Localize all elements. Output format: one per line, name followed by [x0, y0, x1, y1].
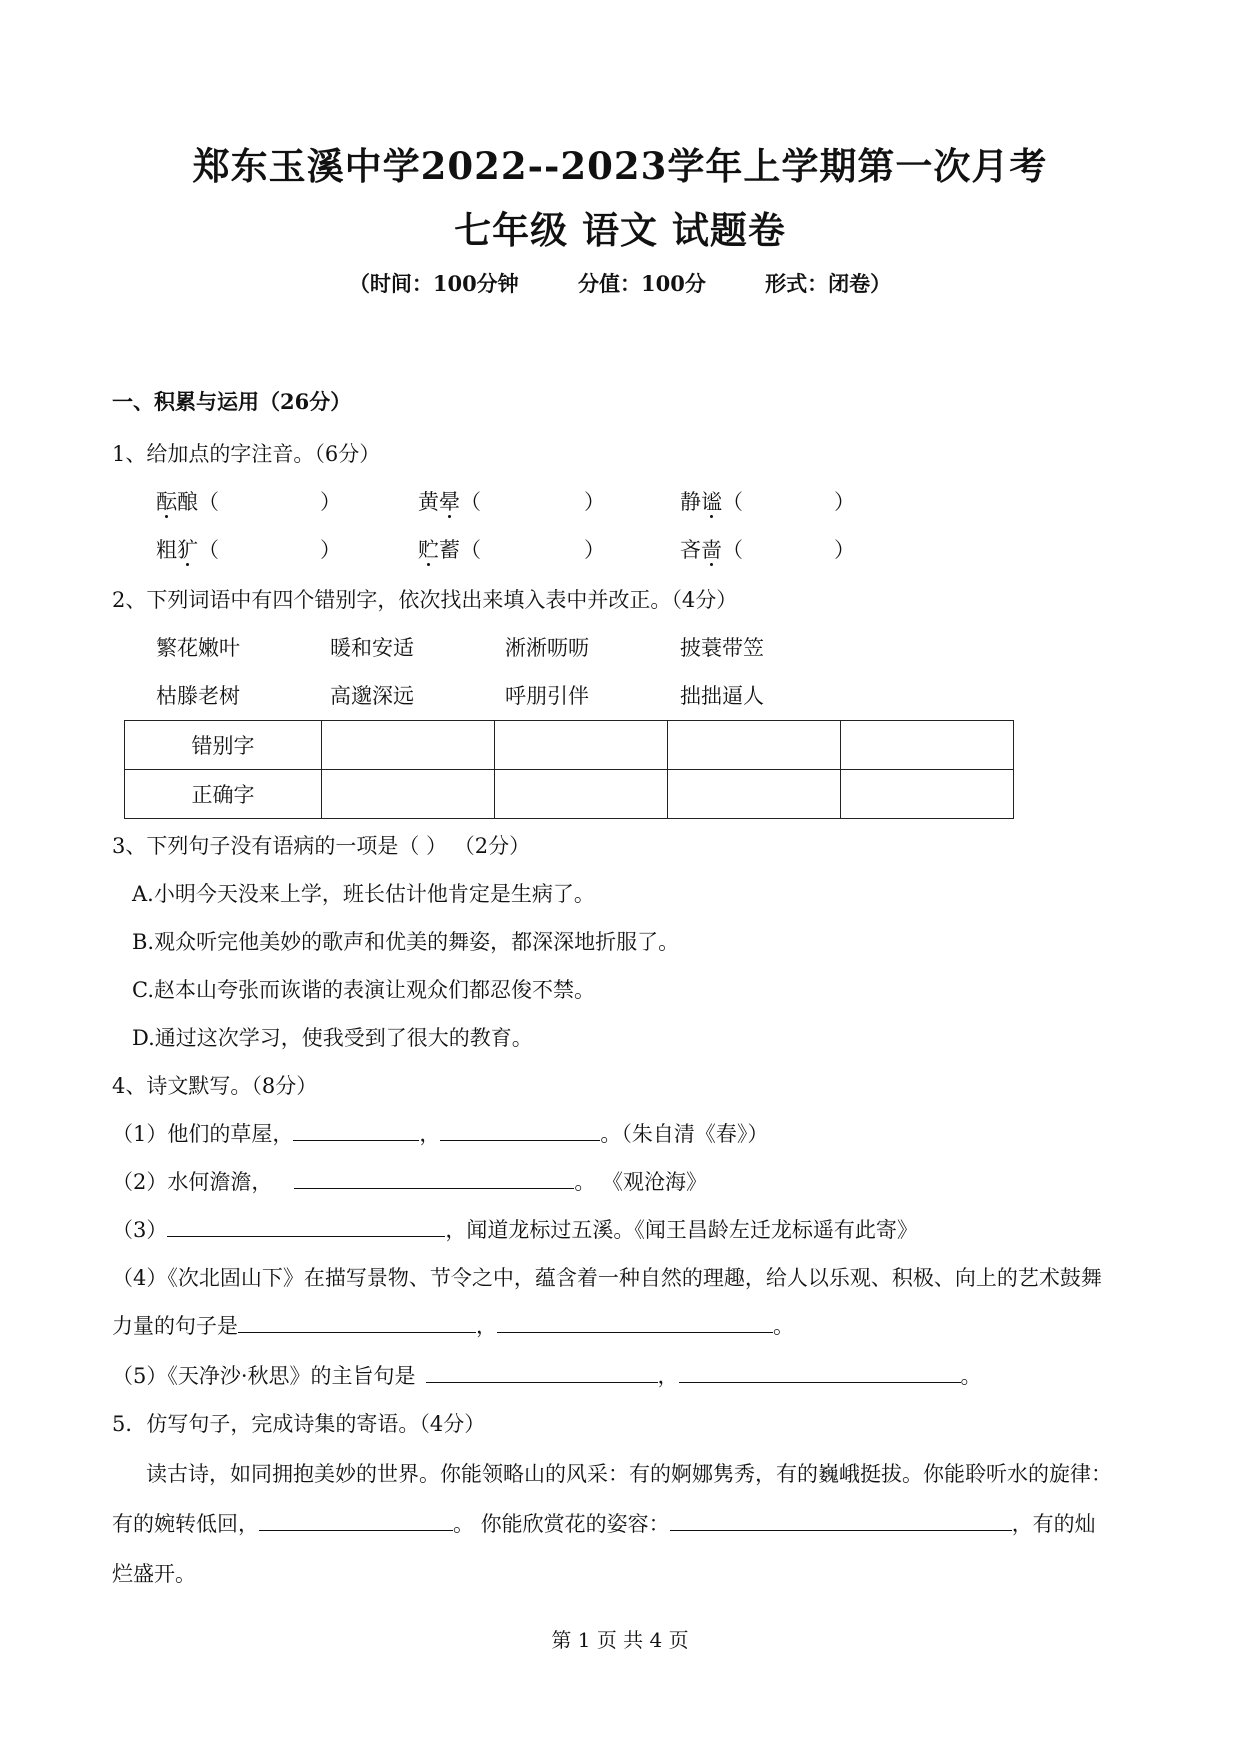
- dotted-char: 酝: [156, 490, 177, 514]
- section-heading: 一、积累与运用（26分）: [112, 389, 352, 414]
- q5-stem: 5．仿写句子，完成诗集的寄语。（4分）: [112, 1412, 486, 1436]
- q1-close: ）: [834, 490, 855, 514]
- answer-cell[interactable]: [841, 770, 1014, 819]
- q2-stem: 2、下列词语中有四个错别字，依次找出来填入表中并改正。（4分）: [112, 588, 738, 612]
- answer-cell[interactable]: [322, 721, 495, 770]
- q1-item: 黄晕（: [418, 490, 481, 514]
- answer-cell[interactable]: [322, 770, 495, 819]
- q1-close: ）: [834, 538, 855, 562]
- q4-line-1: （1）他们的草屋， ， 。（朱自清《春》）: [112, 1118, 768, 1148]
- q5-paragraph-line: 有的婉转低回， 。 你能欣赏花的姿容： ，有的灿: [112, 1508, 1096, 1538]
- q1-item: 粗犷（: [156, 538, 219, 562]
- q2-word: 拙拙逼人: [680, 684, 764, 708]
- q2-word: 披蓑带笠: [680, 636, 764, 660]
- q1-item: 酝酿（: [156, 490, 219, 514]
- exam-title: 郑东玉溪中学2022--2023学年上学期第一次月考: [192, 144, 1048, 188]
- q2-word: 暖和安适: [330, 636, 414, 660]
- table-row: [125, 770, 1014, 819]
- answer-cell[interactable]: [495, 721, 668, 770]
- q3-option: A.小明今天没来上学，班长估计他肯定是生病了。: [132, 882, 595, 906]
- answer-cell[interactable]: [668, 721, 841, 770]
- q2-word: 高邈深远: [330, 684, 414, 708]
- answer-blank[interactable]: [167, 1214, 445, 1237]
- exam-subtitle: 七年级 语文 试题卷: [454, 208, 786, 252]
- answer-blank[interactable]: [670, 1508, 1012, 1531]
- answer-blank[interactable]: [426, 1360, 658, 1383]
- answer-cell[interactable]: [668, 770, 841, 819]
- page-number: 第 1 页 共 4 页: [551, 1628, 689, 1652]
- dotted-char: 谧: [701, 490, 722, 514]
- q5-paragraph-line: 读古诗，如同拥抱美妙的世界。你能领略山的风采：有的婀娜隽秀，有的巍峨挺拔。你能聆听水的旋律：: [146, 1462, 1112, 1486]
- row-header: 正确字: [125, 770, 322, 819]
- q4-line-3: （3） ，闻道龙标过五溪。《闻王昌龄左迁龙标遥有此寄》: [112, 1214, 918, 1244]
- exam-form: 形式：闭卷）: [765, 271, 892, 296]
- dotted-char: 啬: [701, 538, 722, 562]
- q5-paragraph-line: 烂盛开。: [112, 1562, 196, 1586]
- exam-meta: [0, 268, 1240, 298]
- answer-blank[interactable]: [440, 1118, 600, 1141]
- q1-close: ）: [320, 538, 341, 562]
- q1-close: ）: [584, 490, 605, 514]
- q3-option: D.通过这次学习，使我受到了很大的教育。: [132, 1026, 533, 1050]
- answer-blank[interactable]: [294, 1166, 574, 1189]
- dotted-char: 犷: [177, 538, 198, 562]
- q2-word: 呼朋引伴: [505, 684, 589, 708]
- answer-blank[interactable]: [679, 1360, 961, 1383]
- dotted-char: 晕: [439, 490, 460, 514]
- q2-word: 繁花嫩叶: [156, 636, 240, 660]
- answer-blank[interactable]: [238, 1310, 476, 1333]
- correction-table: [124, 720, 1014, 819]
- q2-word: 淅淅呖呖: [505, 636, 589, 660]
- q3-stem: 3、下列句子没有语病的一项是（ ） （2分）: [112, 834, 531, 858]
- q1-stem: 1、给加点的字注音。（6分）: [112, 442, 381, 466]
- q4-line-4: （4）《次北固山下》在描写景物、节令之中，蕴含着一种自然的理趣，给人以乐观、积极、向上的艺术鼓舞: [112, 1266, 1102, 1290]
- q4-stem: 4、诗文默写。（8分）: [112, 1074, 318, 1098]
- q4-line-2: （2）水何澹澹， 。 《观沧海》: [112, 1166, 707, 1196]
- q3-option: C.赵本山夸张而诙谐的表演让观众们都忍俊不禁。: [132, 978, 595, 1002]
- q1-item: 静谧（: [680, 490, 743, 514]
- q1-close: ）: [320, 490, 341, 514]
- q4-line-5: （5）《天净沙·秋思》的主旨句是 ， 。: [112, 1360, 982, 1390]
- q3-option: B.观众听完他美妙的歌声和优美的舞姿，都深深地折服了。: [132, 930, 680, 954]
- exam-score: 分值：100分: [578, 271, 706, 296]
- answer-blank[interactable]: [259, 1508, 453, 1531]
- q2-word: 枯滕老树: [156, 684, 240, 708]
- answer-cell[interactable]: [841, 721, 1014, 770]
- q1-item: 吝啬（: [680, 538, 743, 562]
- answer-cell[interactable]: [495, 770, 668, 819]
- q4-line-4b: 力量的句子是 ， 。: [112, 1310, 794, 1340]
- answer-blank[interactable]: [497, 1310, 773, 1333]
- q1-item: 贮蓄（: [418, 538, 481, 562]
- answer-blank[interactable]: [293, 1118, 419, 1141]
- row-header: 错别字: [125, 721, 322, 770]
- exam-time: （时间：100分钟: [348, 271, 519, 296]
- table-row: [125, 721, 1014, 770]
- q1-close: ）: [584, 538, 605, 562]
- dotted-char: 贮: [418, 538, 439, 562]
